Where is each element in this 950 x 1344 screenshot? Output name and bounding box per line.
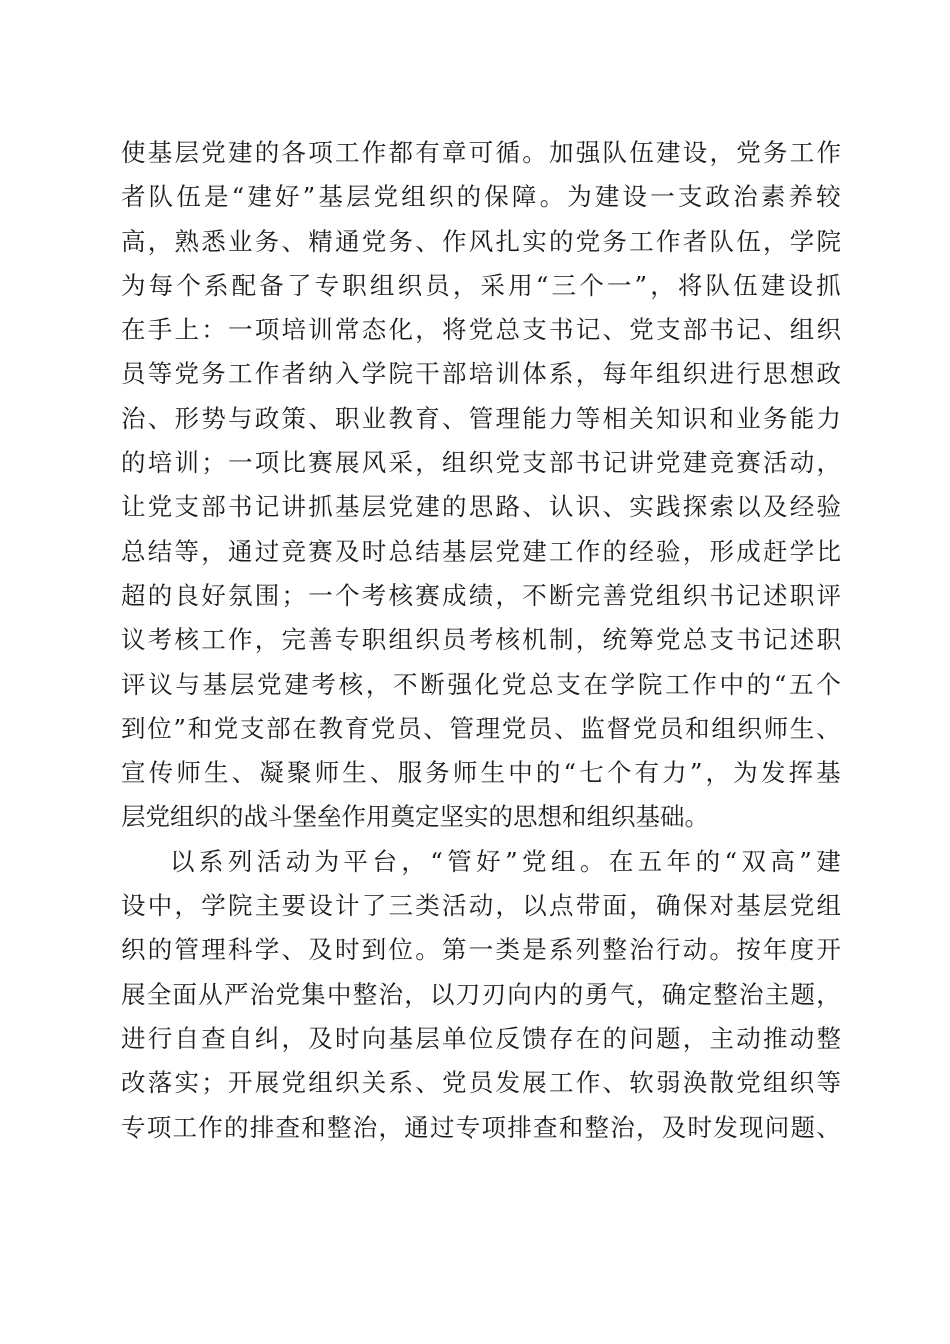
text-line: 总 结 等 ， 通 过 竞 赛 及 时 总 结 基 层 党 建 工 作 的 经 验 ， 形 成 赶 学 比: [121, 536, 841, 566]
text-line: 为 每 个 系 配 备 了 专 职 组 织 员 ， 采 用 “ 三 个 一 ” ， 将 队 伍 建 设 抓: [121, 270, 841, 300]
text-line: 者 队 伍 是 “ 建 好 ” 基 层 党 组 织 的 保 障 。 为 建 设 一 支 政 治 素 养 较: [121, 182, 841, 212]
text-line: 进 行 自 查 自 纠 ， 及 时 向 基 层 单 位 反 馈 存 在 的 问 题 ， 主 动 推 动 整: [121, 1023, 841, 1053]
text-line: 在 手 上 ： 一 项 培 训 常 态 化 ， 将 党 总 支 书 记 、 党 支 部 书 记 、 组 织: [121, 315, 841, 345]
text-line: 治 、 形 势 与 政 策 、 职 业 教 育 、 管 理 能 力 等 相 关 知 识 和 业 务 能 力: [121, 403, 841, 433]
text-line: 改 落 实 ； 开 展 党 组 织 关 系 、 党 员 发 展 工 作 、 软 弱 涣 散 党 组 织 等: [121, 1068, 841, 1098]
text-line: 织 的 管 理 科 学 、 及 时 到 位 。 第 一 类 是 系 列 整 治 行 动 。 按 年 度 开: [121, 935, 841, 965]
text-line: 展 全 面 从 严 治 党 集 中 整 治 ， 以 刀 刃 向 内 的 勇 气 ， 确 定 整 治 主 题 ，: [121, 979, 841, 1009]
text-line: 让 党 支 部 书 记 讲 抓 基 层 党 建 的 思 路 、 认 识 、 实 践 探 索 以 及 经 验: [121, 492, 841, 522]
text-line: 议 考 核 工 作 ， 完 善 专 职 组 织 员 考 核 机 制 ， 统 筹 党 总 支 书 记 述 职: [121, 625, 841, 655]
body-text: [121, 131, 841, 1150]
text-line: 层党组织的战斗堡垒作用奠定坚实的思想和组织基础。: [121, 802, 709, 832]
text-line: 超 的 良 好 氛 围 ； 一 个 考 核 赛 成 绩 ， 不 断 完 善 党 组 织 书 记 述 职 评: [121, 580, 841, 610]
paragraph-2: [121, 840, 841, 1150]
text-line: 到 位 ” 和 党 支 部 在 教 育 党 员 、 管 理 党 员 、 监 督 党 员 和 组 织 师 生 、: [121, 713, 841, 743]
text-line: 评 议 与 基 层 党 建 考 核 ， 不 断 强 化 党 总 支 在 学 院 工 作 中 的 “ 五 个: [121, 669, 841, 699]
text-line: 以 系 列 活 动 为 平 台 ， “ 管 好 ” 党 组 。 在 五 年 的 “ 双 高 ” 建: [170, 846, 841, 876]
text-line: 设 中 ， 学 院 主 要 设 计 了 三 类 活 动 ， 以 点 带 面 ， 确 保 对 基 层 党 组: [121, 891, 841, 921]
text-line: 高 ， 熟 悉 业 务 、 精 通 党 务 、 作 风 扎 实 的 党 务 工 作 者 队 伍 ， 学 院: [121, 226, 841, 256]
text-line: 专 项 工 作 的 排 查 和 整 治 ， 通 过 专 项 排 查 和 整 治 ， 及 时 发 现 问 题 、: [121, 1112, 841, 1142]
paragraph-1: [121, 131, 841, 840]
text-line: 的 培 训 ； 一 项 比 赛 展 风 采 ， 组 织 党 支 部 书 记 讲 党 建 竞 赛 活 动 ，: [121, 448, 841, 478]
text-line: 使 基 层 党 建 的 各 项 工 作 都 有 章 可 循 。 加 强 队 伍 建 设 ， 党 务 工 作: [121, 138, 841, 167]
text-line: 员 等 党 务 工 作 者 纳 入 学 院 干 部 培 训 体 系 ， 每 年 组 织 进 行 思 想 政: [121, 359, 841, 389]
text-line: 宣 传 师 生 、 凝 聚 师 生 、 服 务 师 生 中 的 “ 七 个 有 力 ” ， 为 发 挥 基: [121, 758, 841, 788]
